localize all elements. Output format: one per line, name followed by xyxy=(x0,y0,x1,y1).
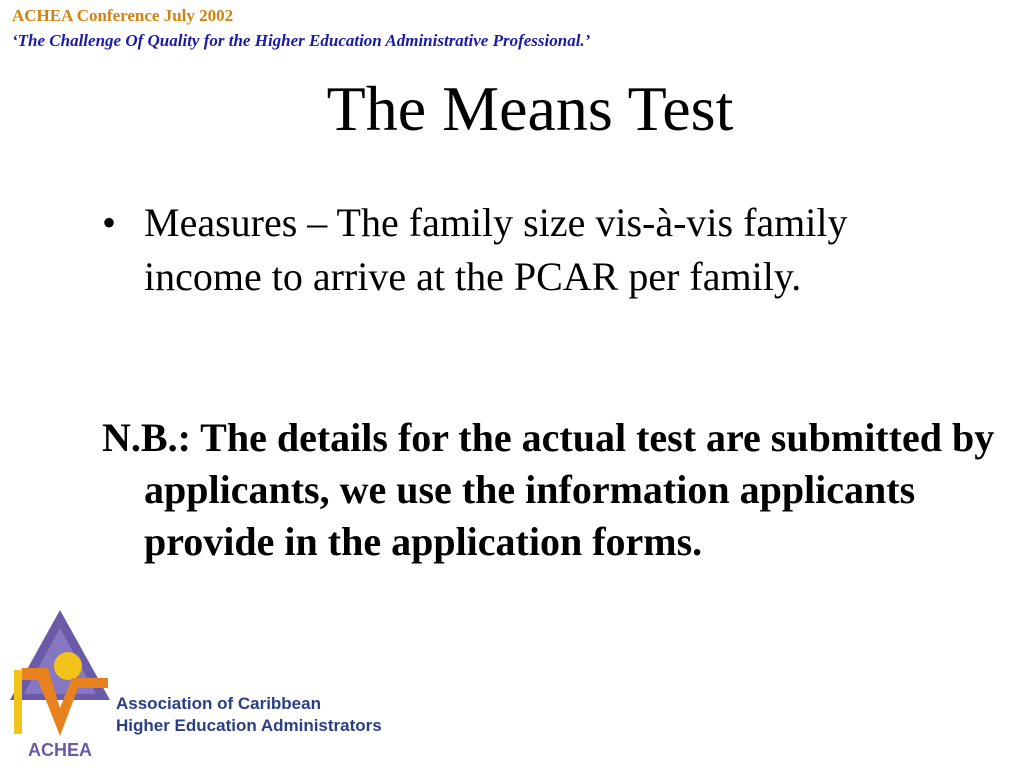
logo-caption-line1: Association of Caribbean xyxy=(116,694,321,713)
slide-title: The Means Test xyxy=(326,73,734,144)
logo-caption xyxy=(116,693,382,737)
bullet-item xyxy=(102,196,932,304)
bullet-text: Measures – The family size vis-à-vis family income to arrive at the PCAR per family. xyxy=(144,200,848,299)
bullet-icon: • xyxy=(102,200,117,245)
logo-mark-text: ACHEA xyxy=(27,740,93,760)
nb-note: N.B.: The details for the actual test are submitted by applicants, we use the information applicants provide in the application forms. xyxy=(102,415,995,564)
logo-caption-line2: Higher Education Administrators xyxy=(116,716,382,735)
achea-logo-icon xyxy=(8,608,112,764)
conference-theme: ‘The Challenge Of Quality for the Higher Education Administrative Professional.’ xyxy=(12,31,591,50)
conference-header: ACHEA Conference July 2002 xyxy=(12,6,234,25)
